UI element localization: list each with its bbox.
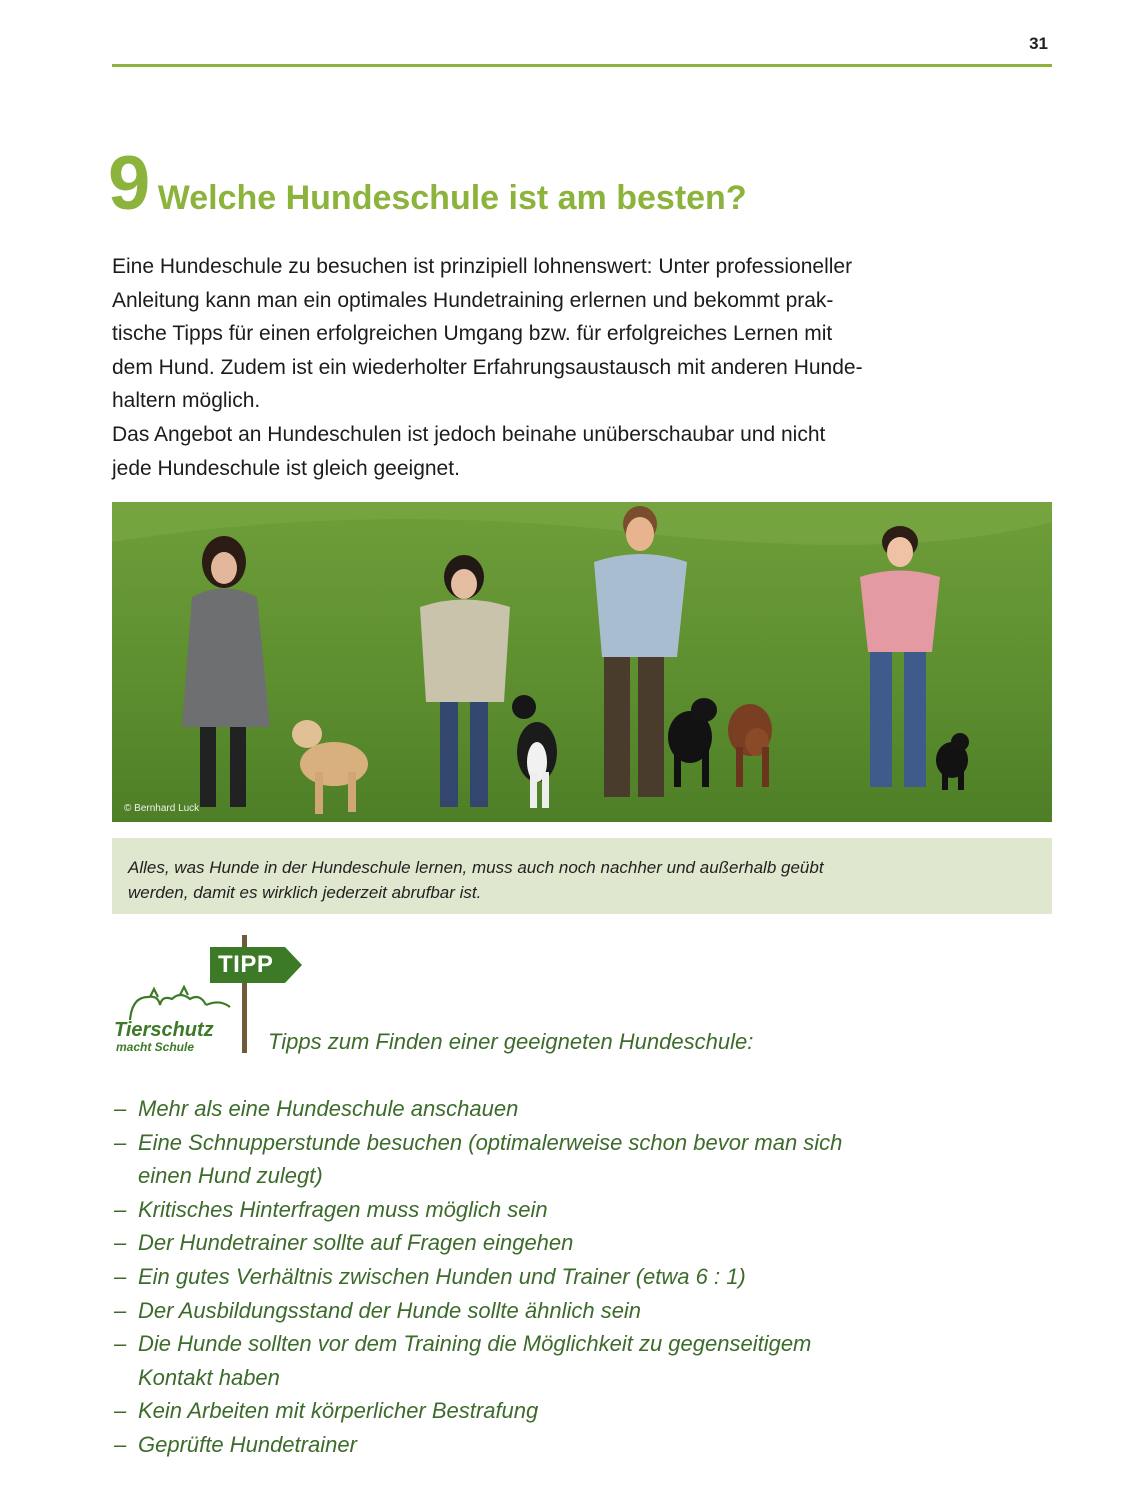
photo-illustration — [112, 502, 1052, 822]
header-rule — [112, 64, 1052, 67]
tip-line: – Geprüfte Hundetrainer — [138, 1431, 357, 1457]
chapter-number: 9 — [108, 141, 150, 226]
tip-title: Tipps zum Finden einer geeigneten Hundeschule: — [268, 1029, 754, 1054]
caption-line: werden, damit es wirklich jederzeit abrufbar ist. — [128, 883, 482, 902]
tip-line: einen Hund zulegt) — [138, 1163, 323, 1189]
list-item — [114, 1092, 1044, 1126]
logo-line-2: macht Schule — [116, 1040, 195, 1054]
intro-paragraph-1 — [112, 250, 1047, 418]
tip-line: Kontakt haben — [138, 1364, 280, 1390]
list-item — [114, 1260, 1044, 1294]
dog-training-photo — [112, 502, 1052, 822]
animal-outline-icon — [130, 987, 230, 1020]
caption-line: Alles, was Hunde in der Hundeschule lernen, muss auch noch nachher und außerhalb geübt — [128, 858, 824, 877]
tipp-sign-label: TIPP — [218, 951, 274, 978]
tip-line: – Ein gutes Verhältnis zwischen Hunden und Trainer (etwa 6 : 1) — [138, 1263, 746, 1289]
chapter-title: Welche Hundeschule ist am besten? — [157, 179, 747, 217]
intro-line: jede Hundeschule ist gleich geeignet. — [112, 456, 460, 480]
intro-paragraph-2 — [112, 418, 1047, 485]
list-item — [114, 1294, 1044, 1328]
tip-list — [114, 1092, 1044, 1462]
list-item — [114, 1428, 1044, 1462]
list-item — [114, 1394, 1044, 1428]
logo-line-1: Tierschutz — [114, 1019, 214, 1041]
intro-line: Eine Hundeschule zu besuchen ist prinzipiell lohnenswert: Unter professioneller — [112, 255, 853, 278]
photo-caption — [112, 838, 1052, 914]
tip-line: – Kritisches Hinterfragen muss möglich sein — [138, 1196, 548, 1222]
intro-line: Das Angebot an Hundeschulen ist jedoch beinahe unüberschaubar und nicht — [112, 422, 826, 446]
intro-line: dem Hund. Zudem ist ein wiederholter Erfahrungsaustausch mit anderen Hunde- — [112, 355, 863, 379]
page-number: 31 — [1029, 34, 1048, 53]
logo-wordmark — [114, 1020, 214, 1053]
tip-line: – Die Hunde sollten vor dem Training die Möglichkeit zu gegenseitigem — [138, 1331, 812, 1357]
chapter-heading — [108, 140, 747, 227]
tip-line: – Der Ausbildungsstand der Hunde sollte ähnlich sein — [138, 1297, 642, 1323]
intro-line: haltern möglich. — [112, 389, 261, 413]
intro-text — [112, 250, 1047, 485]
list-item — [114, 1126, 1044, 1193]
intro-line: Anleitung kann man ein optimales Hundetraining erlernen und bekommt prak- — [112, 288, 834, 312]
list-item — [114, 1327, 1044, 1394]
tip-line: – Eine Schnupperstunde besuchen (optimalerweise schon bevor man sich — [138, 1129, 843, 1155]
list-item — [114, 1226, 1044, 1260]
intro-line: tische Tipps für einen erfolgreichen Umgang bzw. für erfolgreiches Lernen mit — [112, 322, 833, 346]
tip-line: – Mehr als eine Hundeschule anschauen — [138, 1096, 519, 1121]
tip-line: – Der Hundetrainer sollte auf Fragen eingehen — [138, 1230, 574, 1256]
tip-line: – Kein Arbeiten mit körperlicher Bestrafung — [138, 1398, 539, 1424]
list-item — [114, 1193, 1044, 1227]
photo-credit: © Bernhard Luck — [124, 803, 200, 814]
